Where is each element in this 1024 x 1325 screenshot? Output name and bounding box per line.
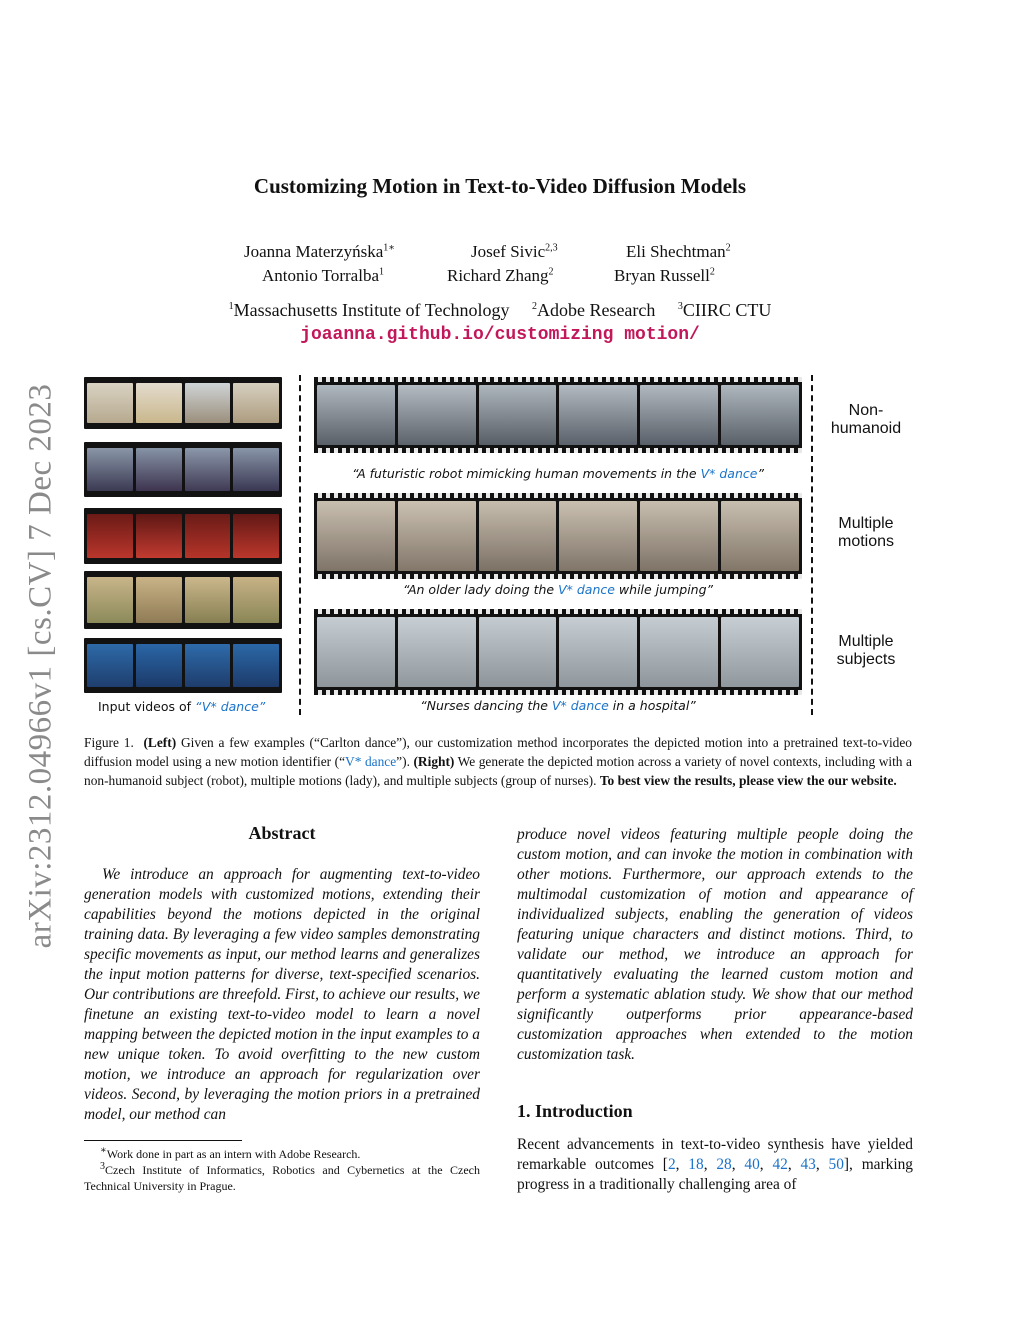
author: Eli Shechtman$^2$ [626,242,731,261]
input-film-strip [84,442,282,497]
input-videos-column [84,375,282,714]
lady-row [314,493,802,579]
label-multiple-subjects: Multiple subjects [836,633,896,668]
right-divider [811,375,813,715]
footnote-rule [84,1140,242,1141]
left-caption: Input videos of “V* dance” [98,699,266,714]
affiliations: $^1$Massachusetts Institute of Technology $^2$Adobe Research $^3$CIIRC CTU [228,300,772,320]
nurses-row [314,609,802,695]
author: Joanna Materzyńska$^{1∗}$ [244,242,396,261]
paper-title: Customizing Motion in Text-to-Video Diffusion Models [253,174,747,198]
nurses-film-strip [314,609,802,695]
input-film-strip [84,638,282,693]
author-row-1 [0,242,1000,264]
input-film-strip [84,377,282,429]
author: Josef Sivic$^{2,3}$ [471,242,558,261]
author: Antonio Torralba$^1$ [262,266,384,285]
abstract-text: We introduce an approach for augmenting text-to-video generation models with customized motions, extending their capabilities beyond the motions depicted in the original training data. By leveraging a few video samples demonstrating specific movements as input, our method learns and generalizes the input motion patterns for diverse, text-specified scenarios. Our contributions are threefold. First, to achieve our results, we finetune an existing text-to-video model to learn a novel mapping between the depicted motion in the input examples to a new unique token. To avoid overfitting to the new custom motion, we introduce an approach for regularization over videos. Second, by leveraging the motion priors in a pretrained model, our method can [84,866,480,1123]
input-film-strip [84,571,282,629]
lady-film-strip [314,493,802,579]
author: Bryan Russell$^2$ [614,266,715,285]
left-divider [299,375,301,715]
author: Richard Zhang$^2$ [447,266,554,285]
robot-row [314,375,802,460]
nurses-caption: “Nurses dancing the V* dance in a hospital” [420,698,696,713]
figure-caption: Figure 1. (Left) Given a few examples (“Carlton dance”), our customization method incorporates the depicted motion into a pretrained text-to-video diffusion model using a new motion identifier (“V* dance”). (Right) We generate the depicted motion across a variety of novel contexts, including with a non-humanoid subject (robot), multiple motions (lady), and multiple subjects (group of nurses). To best view the results, please view the our website. [84,735,912,788]
robot-film-strip [314,377,802,453]
abstract-text-continued: produce novel videos featuring multiple people doing the custom motion, and can invoke the motion in combination with other motions. Furthermore, our approach extends to the multimodal customization of motion and appearance of individualized subjects, enabling the generation of videos featuring unique characters and distinct motions. Third, to validate our method, we introduce an approach for quantitatively evaluating the learned custom motion and perform a systematic ablation study. We show that our method significantly outperforms prior appearance-based customization approaches when extended to the motion customization task. [517,826,913,1063]
introduction-text: Recent advancements in text-to-video synthesis have yielded remarkable outcomes [2, 18, 28, 40, 42, 43, 50], marking progress in a traditionally challenging area of [517,1136,913,1193]
label-multiple-motions: Multiple motions [837,515,895,550]
introduction-heading: 1. Introduction [517,1101,633,1121]
footnote: ∗Work done in part as an intern with Adobe Research. [100,1145,361,1161]
abstract-heading: Abstract [248,823,316,843]
input-film-strip [84,508,282,564]
label-non-humanoid: Non- humanoid [830,402,902,437]
author-row-2 [0,266,1000,288]
lady-caption: “An older lady doing the V* dance while jumping” [402,582,713,597]
footnote: $^3$Czech Institute of Informatics, Robotics and Cybernetics at the Czech Technical University in Prague. [84,1161,480,1193]
robot-caption: “A futuristic robot mimicking human movements in the V* dance” [352,466,764,481]
footnotes [84,1146,480,1194]
arxiv-identifier: arXiv:2312.04966v1 [cs.CV] 7 Dec 2023 [22,383,59,948]
project-url[interactable]: joaanna.github.io/customizing motion/ [300,325,700,345]
figure-1 [84,375,912,715]
